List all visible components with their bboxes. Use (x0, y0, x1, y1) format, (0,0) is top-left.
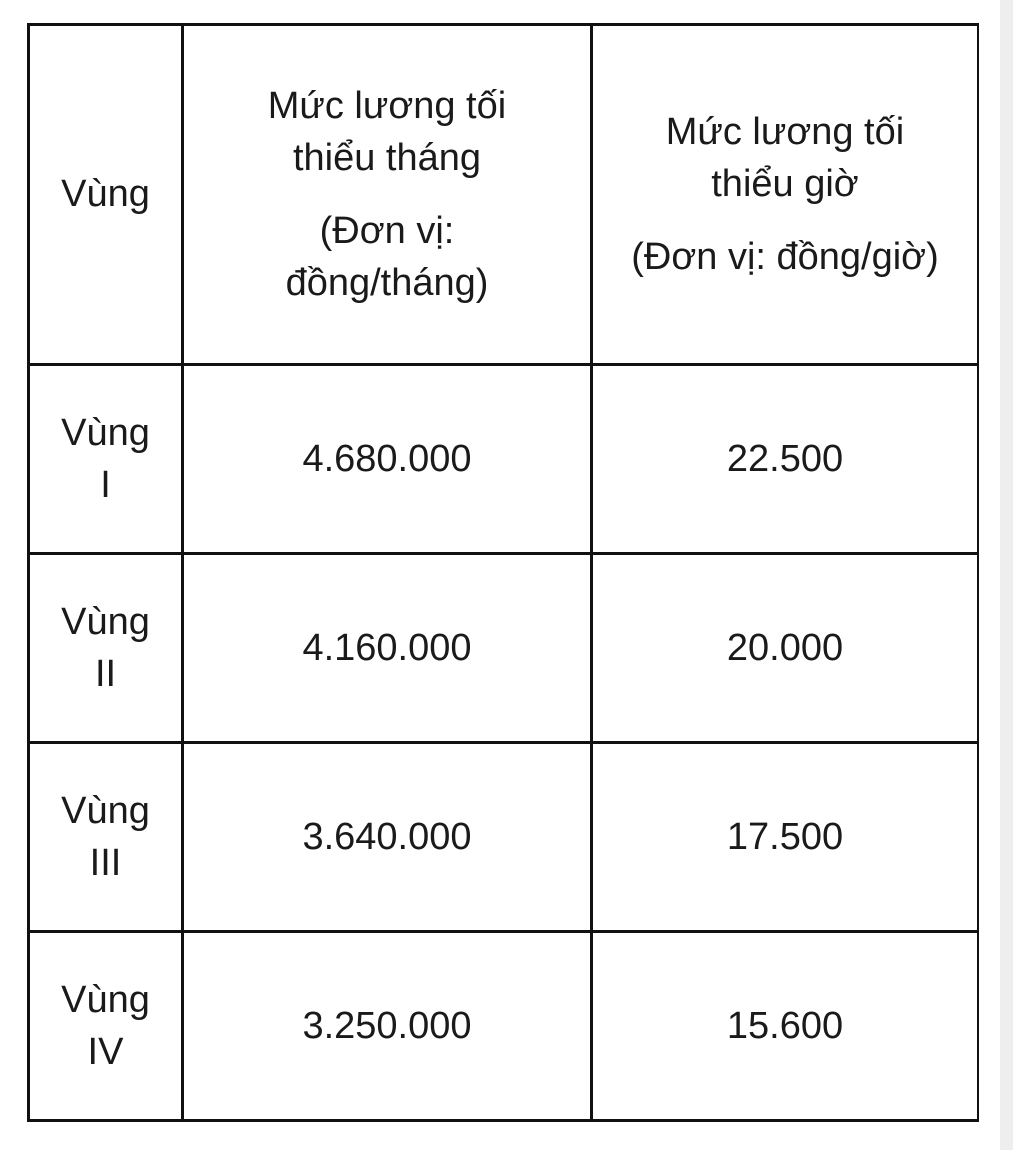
hourly-wage-value: 22.500 (726, 437, 844, 480)
header-hourly-line2: thiểu giờ (711, 163, 859, 206)
hourly-wage-cell-2 (593, 555, 977, 741)
region-cell-2 (30, 555, 181, 741)
hourly-wage-value: 15.600 (726, 1004, 844, 1047)
hourly-wage-cell-1 (593, 366, 977, 552)
region-numeral: I (100, 464, 111, 506)
monthly-wage-value: 3.640.000 (302, 815, 472, 858)
header-monthly-wage (184, 26, 590, 363)
hourly-wage-value: 17.500 (726, 815, 844, 858)
header-hourly-wage (593, 26, 977, 363)
region-cell-1 (30, 366, 181, 552)
header-hourly-unit: (Đơn vị: đồng/giờ) (631, 235, 939, 278)
header-monthly-line1: Mức lương tối (267, 84, 507, 127)
monthly-wage-cell-1 (184, 366, 590, 552)
region-numeral: IV (87, 1031, 124, 1073)
hourly-wage-cell-3 (593, 744, 977, 930)
region-word: Vùng (61, 978, 150, 1021)
region-word: Vùng (61, 789, 150, 832)
header-region (30, 26, 181, 363)
region-numeral: II (94, 653, 117, 695)
scroll-gutter (1000, 0, 1013, 1150)
region-cell-3 (30, 744, 181, 930)
monthly-wage-cell-3 (184, 744, 590, 930)
header-hourly-line1: Mức lương tối (665, 110, 905, 153)
monthly-wage-cell-2 (184, 555, 590, 741)
header-region-label: Vùng (61, 173, 150, 216)
hourly-wage-cell-4 (593, 933, 977, 1119)
region-cell-4 (30, 933, 181, 1119)
monthly-wage-value: 4.160.000 (302, 626, 472, 669)
region-word: Vùng (61, 411, 150, 454)
hourly-wage-value: 20.000 (726, 626, 844, 669)
header-monthly-line2: thiểu tháng (292, 137, 482, 180)
region-numeral: III (89, 842, 122, 884)
header-monthly-unit2: đồng/tháng) (285, 261, 489, 304)
monthly-wage-value: 3.250.000 (302, 1004, 472, 1047)
header-monthly-unit1: (Đơn vị: (319, 209, 455, 252)
monthly-wage-value: 4.680.000 (302, 437, 472, 480)
region-word: Vùng (61, 600, 150, 643)
minimum-wage-table (27, 23, 979, 1122)
monthly-wage-cell-4 (184, 933, 590, 1119)
